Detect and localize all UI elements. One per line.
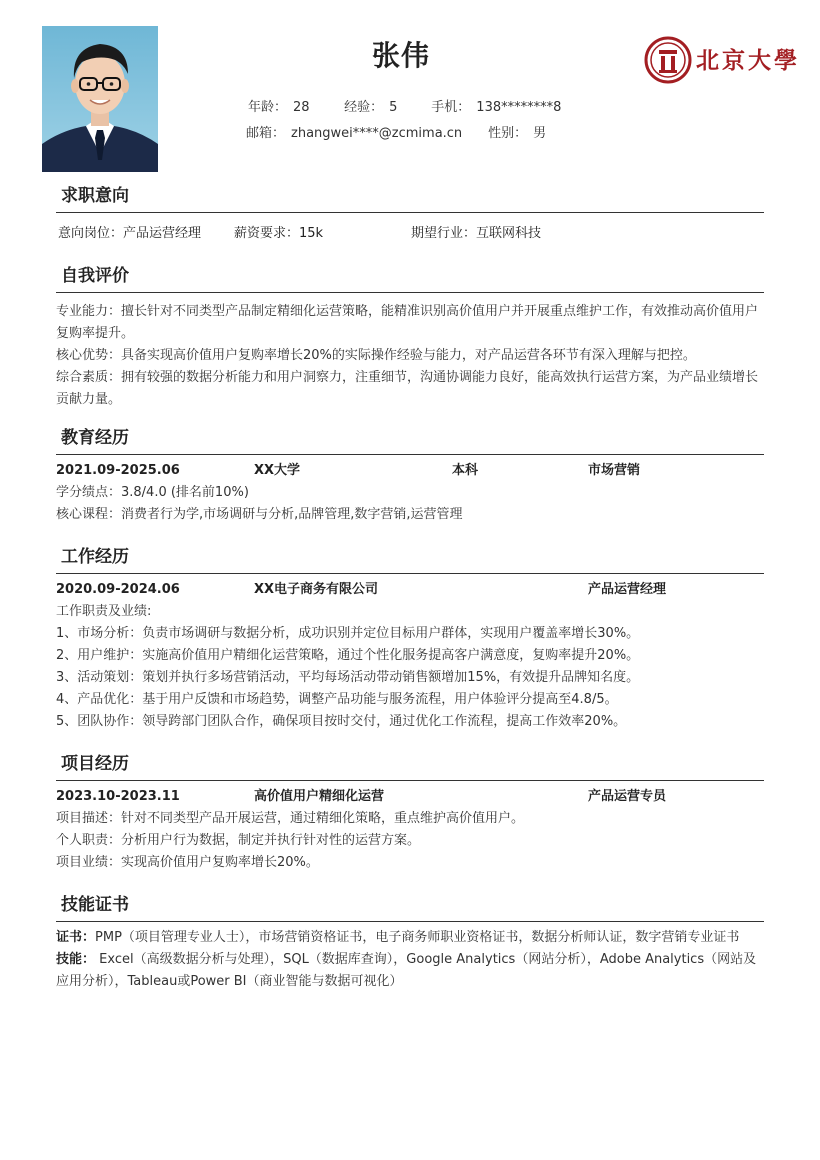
self-line: 专业能力：擅长针对不同类型产品制定精细化运营策略，能精准识别高价值用户并开展重点维护工作，有效推动高价值用户复购率提升。 <box>56 304 759 341</box>
education-line: 核心课程：消费者行为学,市场调研与分析,品牌管理,数字营销,运营管理 <box>56 507 463 522</box>
intent-salary: 薪资要求：15k <box>234 226 324 241</box>
work-company: XX电子商务有限公司 <box>254 582 379 597</box>
candidate-name: 张伟 <box>371 39 430 72</box>
university-logo <box>644 36 800 84</box>
work-line: 2、用户维护：实施高价值用户精细化运营策略，通过个性化服务提高客户满意度，复购率提升20%。 <box>56 648 640 663</box>
skill-paragraph <box>56 949 764 993</box>
section-title-work: 工作经历 <box>56 545 764 574</box>
project-line: 项目描述：针对不同类型产品开展运营，通过精细化策略，重点维护高价值用户。 <box>56 811 525 826</box>
education-major: 市场营销 <box>588 463 641 478</box>
skill-text: Excel（高级数据分析与处理），SQL（数据库查询），Google Analytics（网站分析），Adobe Analytics（网站及应用分析），Tableau或Power BI（商业智能与数据可视化） <box>56 952 757 989</box>
self-line: 综合素质：拥有较强的数据分析能力和用户洞察力，注重细节，沟通协调能力良好，能高效执行运营方案，为产品业绩增长贡献力量。 <box>56 370 759 407</box>
info-row-1 <box>248 96 561 115</box>
phone-field <box>431 96 561 115</box>
project-period: 2023.10-2023.11 <box>56 789 180 804</box>
gender-field <box>488 122 546 141</box>
gender-label: 性别： <box>488 126 528 141</box>
phone-label: 手机： <box>431 100 471 115</box>
section-title-education: 教育经历 <box>56 426 764 455</box>
project-line: 项目业绩：实现高价值用户复购率增长20%。 <box>56 855 319 870</box>
cert-paragraph <box>56 927 764 949</box>
work-line: 1、市场分析：负责市场调研与数据分析，成功识别并定位目标用户群体，实现用户覆盖率增长30%。 <box>56 626 640 641</box>
work-role: 产品运营经理 <box>588 582 667 597</box>
work-line: 4、产品优化：基于用户反馈和市场趋势，调整产品功能与服务流程，用户体验评分提高至4.8/5。 <box>56 692 618 707</box>
section-title-skills: 技能证书 <box>56 893 764 922</box>
age-label: 年龄： <box>248 100 288 115</box>
email-field <box>246 122 484 141</box>
education-header-row <box>56 460 764 482</box>
education-degree: 本科 <box>452 463 479 478</box>
age-field <box>248 96 340 115</box>
cert-label: 证书： <box>56 930 96 945</box>
cert-text: PMP（项目管理专业人士），市场营销资格证书，电子商务师职业资格证书，数据分析师认证，数字营销专业证书 <box>95 930 740 945</box>
skill-label: 技能： <box>56 952 96 967</box>
work-line: 5、团队协作：领导跨部门团队合作，确保项目按时交付，通过优化工作流程，提高工作效率20%。 <box>56 714 627 729</box>
section-title-self: 自我评价 <box>56 264 764 293</box>
email-value: zhangwei****@zcmima.cn <box>291 126 463 141</box>
section-education <box>56 426 764 526</box>
project-name: 高价值用户精细化运营 <box>254 789 385 804</box>
project-line: 个人职责：分析用户行为数据，制定并执行针对性的运营方案。 <box>56 833 421 848</box>
section-intent <box>56 184 764 245</box>
section-skills <box>56 893 764 993</box>
project-header-row <box>56 786 764 808</box>
phone-value: 138********8 <box>476 100 562 115</box>
self-line: 核心优势：具备实现高价值用户复购率增长20%的实际操作经验与能力，对产品运营各环节有深入理解与把控。 <box>56 348 696 363</box>
experience-field <box>344 96 427 115</box>
intent-industry: 期望行业：互联网科技 <box>411 226 542 241</box>
university-logo-text: 北京大學 <box>696 47 800 74</box>
experience-value: 5 <box>389 100 398 115</box>
intent-position: 意向岗位：产品运营经理 <box>58 226 202 241</box>
education-period: 2021.09-2025.06 <box>56 463 180 478</box>
education-school: XX大学 <box>254 463 301 478</box>
age-value: 28 <box>293 100 310 115</box>
work-period: 2020.09-2024.06 <box>56 582 180 597</box>
self-text <box>56 301 764 411</box>
section-title-project: 项目经历 <box>56 752 764 781</box>
work-header-row <box>56 579 764 601</box>
education-line: 学分绩点：3.8/4.0 (排名前10%) <box>56 485 249 500</box>
section-project <box>56 752 764 874</box>
project-role: 产品运营专员 <box>588 789 667 804</box>
email-label: 邮箱： <box>246 126 286 141</box>
section-work <box>56 545 764 733</box>
university-seal-icon <box>644 36 692 84</box>
section-title-intent: 求职意向 <box>56 184 764 213</box>
experience-label: 经验： <box>344 100 384 115</box>
work-line: 3、活动策划：策划并执行多场营销活动，平均每场活动带动销售额增加15%，有效提升品牌知名度。 <box>56 670 640 685</box>
section-self-evaluation <box>56 264 764 411</box>
gender-value: 男 <box>533 126 547 141</box>
work-line: 工作职责及业绩: <box>56 604 152 619</box>
info-row-2 <box>246 122 546 141</box>
intent-row <box>56 223 764 245</box>
